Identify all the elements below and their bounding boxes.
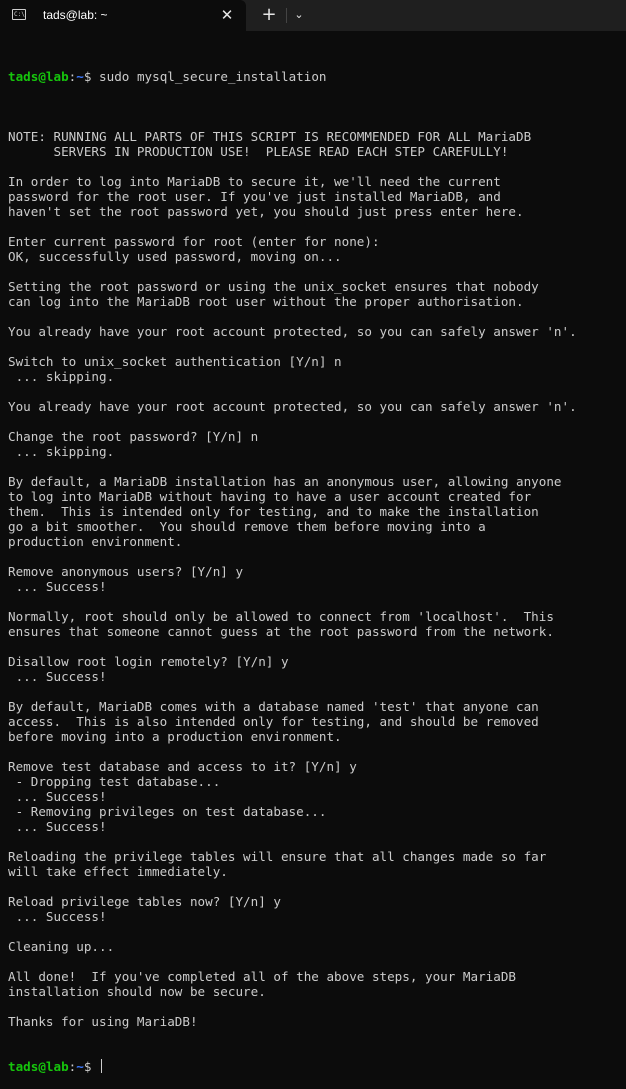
output-line: ... Success! — [8, 579, 107, 594]
output-line — [8, 594, 624, 609]
command-line — [8, 69, 624, 84]
prompt-colon: : — [68, 1059, 77, 1074]
output-line — [8, 999, 624, 1014]
output-line: ... Success! — [8, 669, 107, 684]
output-line — [8, 639, 624, 654]
output-line: Thanks for using MariaDB! — [8, 1014, 198, 1029]
output-line: Cleaning up... — [8, 939, 115, 954]
output-line: By default, MariaDB comes with a database named 'test' that anyone can — [8, 699, 539, 714]
output-line — [8, 384, 624, 399]
prompt-colon: : — [68, 69, 77, 84]
terminal-output[interactable] — [8, 39, 624, 1089]
prompt-symbol: $ — [83, 1059, 100, 1074]
output-line: installation should now be secure. — [8, 984, 266, 999]
output-line: - Dropping test database... — [8, 774, 221, 789]
output-line: will take effect immediately. — [8, 864, 228, 879]
tab-terminal[interactable] — [0, 0, 246, 31]
output-line: Switch to unix_socket authentication [Y/n] n — [8, 354, 342, 369]
output-line: go a bit smoother. You should remove them before moving into a — [8, 519, 486, 534]
output-line — [8, 549, 624, 564]
prompt-user: tads@lab — [8, 1059, 69, 1074]
output-line — [8, 219, 624, 234]
output-line — [8, 339, 624, 354]
output-line: In order to log into MariaDB to secure it, we'll need the current — [8, 174, 501, 189]
output-line: NOTE: RUNNING ALL PARTS OF THIS SCRIPT IS RECOMMENDED FOR ALL MariaDB — [8, 129, 532, 144]
output-line: By default, a MariaDB installation has an anonymous user, allowing anyone — [8, 474, 562, 489]
output-line — [8, 834, 624, 849]
output-line: You already have your root account protected, so you can safely answer 'n'. — [8, 399, 577, 414]
output-line: ... Success! — [8, 819, 107, 834]
tab-title: tads@lab: ~ — [43, 8, 108, 22]
output-line: before moving into a production environment. — [8, 729, 342, 744]
prompt-path: ~ — [76, 1059, 84, 1074]
output-line — [8, 924, 624, 939]
prompt-user: tads@lab — [8, 69, 69, 84]
close-tab-icon[interactable]: ✕ — [220, 6, 234, 24]
output-line: haven't set the root password yet, you should just press enter here. — [8, 204, 524, 219]
output-line — [8, 879, 624, 894]
output-line: Reloading the privilege tables will ensure that all changes made so far — [8, 849, 547, 864]
chevron-down-icon[interactable]: ⌄ — [294, 8, 304, 21]
output-line — [8, 414, 624, 429]
output-line: You already have your root account protected, so you can safely answer 'n'. — [8, 324, 577, 339]
output-line: Reload privilege tables now? [Y/n] y — [8, 894, 281, 909]
output-line: password for the root user. If you've just installed MariaDB, and — [8, 189, 501, 204]
active-prompt-line[interactable] — [8, 1059, 624, 1074]
output-line: ... Success! — [8, 909, 107, 924]
output-line: ... Success! — [8, 789, 107, 804]
output-line: can log into the MariaDB root user without the proper authorisation. — [8, 294, 524, 309]
output-line — [8, 264, 624, 279]
new-tab-button[interactable]: + — [261, 4, 277, 25]
output-line: All done! If you've completed all of the above steps, your MariaDB — [8, 969, 516, 984]
output-line — [8, 954, 624, 969]
output-line: Change the root password? [Y/n] n — [8, 429, 259, 444]
output-line — [8, 159, 624, 174]
output-line: ensures that someone cannot guess at the root password from the network. — [8, 624, 554, 639]
output-line: Setting the root password or using the unix_socket ensures that nobody — [8, 279, 539, 294]
titlebar-divider — [286, 8, 287, 23]
output-lines — [8, 114, 624, 1029]
output-line: OK, successfully used password, moving on... — [8, 249, 342, 264]
output-line — [8, 459, 624, 474]
output-line: to log into MariaDB without having to have a user account created for — [8, 489, 532, 504]
command-text: sudo mysql_secure_installation — [99, 69, 327, 84]
output-line: ... skipping. — [8, 444, 115, 459]
output-line: SERVERS IN PRODUCTION USE! PLEASE READ EACH STEP CAREFULLY! — [8, 144, 509, 159]
output-line: Disallow root login remotely? [Y/n] y — [8, 654, 289, 669]
output-line: access. This is also intended only for testing, and should be removed — [8, 714, 539, 729]
text-cursor — [101, 1059, 102, 1073]
output-line — [8, 744, 624, 759]
output-line: Normally, root should only be allowed to connect from 'localhost'. This — [8, 609, 554, 624]
output-line: Remove test database and access to it? [Y/n] y — [8, 759, 357, 774]
output-line: ... skipping. — [8, 369, 115, 384]
output-line — [8, 309, 624, 324]
output-line: them. This is intended only for testing, and to make the installation — [8, 504, 539, 519]
terminal-icon: C:\ — [14, 11, 25, 18]
output-line: - Removing privileges on test database... — [8, 804, 327, 819]
output-line: production environment. — [8, 534, 183, 549]
prompt-path: ~ — [76, 69, 84, 84]
output-line: Remove anonymous users? [Y/n] y — [8, 564, 244, 579]
output-line — [8, 684, 624, 699]
title-bar — [0, 0, 626, 31]
prompt-symbol: $ — [83, 69, 100, 84]
output-line: Enter current password for root (enter for none): — [8, 234, 380, 249]
output-line — [8, 114, 624, 129]
